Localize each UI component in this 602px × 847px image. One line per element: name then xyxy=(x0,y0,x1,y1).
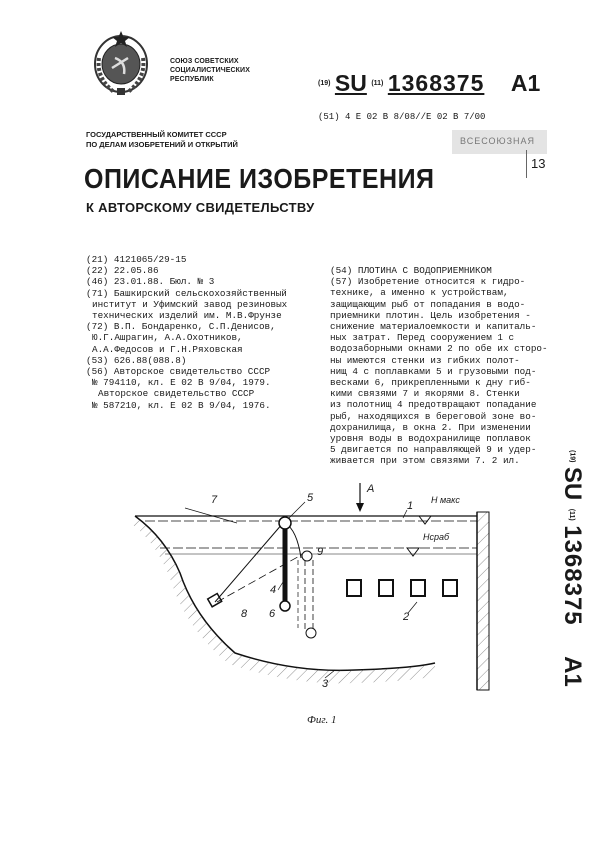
kind-code: A1 xyxy=(510,70,541,96)
abstract-line: живается при этом связями 7. 2 ил. xyxy=(330,455,520,467)
biblio-line: институт и Уфимский завод резиновых xyxy=(92,298,288,310)
abstract-line: кими связями 7 и якорями 8. Стенки xyxy=(330,388,520,400)
abstract-line: снижение материалоемкости и капиталь- xyxy=(330,321,537,333)
biblio-line: № 794110, кл. E 02 B 9/04, 1979. xyxy=(92,377,271,389)
abstract-line: (57) Изобретение относится к гидро- xyxy=(330,276,526,288)
abstract xyxy=(330,265,560,467)
committee-name: ГОСУДАРСТВЕННЫЙ КОМИТЕТ СССР ПО ДЕЛАМ ИЗОБРЕТЕНИЙ И ОТКРЫТИЙ xyxy=(86,130,238,149)
water-max-label: Н макс xyxy=(431,495,460,505)
abstract-line: весками 6, прикрепленными к дну гиб- xyxy=(330,377,531,389)
document-subtitle: К АВТОРСКОМУ СВИДЕТЕЛЬСТВУ xyxy=(86,200,315,215)
fig-label-2: 2 xyxy=(403,611,410,623)
side-prefix-11: (11) xyxy=(568,508,576,521)
fig-label-8: 8 xyxy=(241,608,248,620)
abstract-line: нищ 4 с поплавками 5 и грузовыми под- xyxy=(330,365,537,377)
abstract-line: из полотнищ 4 предотвращают попадание xyxy=(330,399,537,411)
fig-label-6: 6 xyxy=(269,608,276,620)
fig-label-9: 9 xyxy=(317,546,324,558)
fig-label-1: 1 xyxy=(407,500,414,512)
dam-structure xyxy=(477,512,489,690)
biblio-line: (71) Башкирский сельскохозяйственный xyxy=(86,287,287,299)
biblio-line: (72) В.П. Бондаренко, С.П.Денисов, xyxy=(86,321,276,333)
biblio-line: (53) 626.88(088.8) xyxy=(86,354,187,366)
ussr-emblem xyxy=(90,28,152,98)
stamp-text: ВСЕСОЮЗНАЯ xyxy=(460,136,536,146)
prefix-19: (19) xyxy=(318,80,331,87)
biblio-line: Авторское свидетельство СССР xyxy=(98,388,255,400)
abstract-line: защищающим рыб от попадания в водо- xyxy=(330,298,526,310)
abstract-line: уровня воды в водохранилище поплавок xyxy=(330,433,531,445)
ipc-classification: (51) 4 E 02 B 8/08//E 02 B 7/00 xyxy=(318,112,486,122)
intake-windows xyxy=(347,580,457,596)
arrow-label: A xyxy=(367,483,375,495)
abstract-line: водозаборными окнами 2 по обе их сторо- xyxy=(330,343,548,355)
biblio-line: (22) 22.05.86 xyxy=(86,265,159,277)
invention-title: (54) ПЛОТИНА С ВОДОПРИЕМНИКОМ xyxy=(330,265,492,276)
biblio-line: (46) 23.01.88. Бюл. № 3 xyxy=(86,276,215,288)
section-arrow xyxy=(356,483,364,512)
abstract-line: 5 двигается по направляющей 9 и удер- xyxy=(330,444,537,456)
patent-number: 1368375 xyxy=(387,70,485,96)
water-work-label: Нсраб xyxy=(423,532,450,542)
abstract-line: ных затрат. Перед сооружением 1 с xyxy=(330,332,515,344)
biblio-line: № 587210, кл. E 02 B 9/04, 1976. xyxy=(92,399,271,411)
dam-figure xyxy=(125,478,505,738)
abstract-line: дохранилища, в окна 2. При изменении xyxy=(330,421,531,433)
org-name: СОЮЗ СОВЕТСКИХ СОЦИАЛИСТИЧЕСКИХ РЕСПУБЛИК xyxy=(170,58,250,83)
biblio-line: (56) Авторское свидетельство СССР xyxy=(86,366,271,378)
biblio-line: технических изделий им. М.В.Фрунзе xyxy=(92,310,282,322)
prefix-11: (11) xyxy=(371,80,384,87)
side-prefix-19: (19) xyxy=(568,450,576,463)
fig-label-7: 7 xyxy=(211,494,218,506)
document-title: ОПИСАНИЕ ИЗОБРЕТЕНИЯ xyxy=(84,164,435,195)
side-country: SU xyxy=(559,466,586,501)
library-stamp xyxy=(452,130,552,178)
biblio-line: А.А.Федосов и Г.Н.Ряховская xyxy=(92,343,243,355)
fig-label-4: 4 xyxy=(270,584,277,596)
abstract-line: рыб, находящихся в береговой зоне во- xyxy=(330,410,537,422)
country-code: SU xyxy=(334,70,367,96)
abstract-line: технике, а именно к устройствам, xyxy=(330,287,509,299)
figure-caption: Фиг. 1 xyxy=(307,714,337,726)
bibliographic-data xyxy=(86,254,316,411)
side-kind: A1 xyxy=(559,656,586,687)
fig-label-5: 5 xyxy=(307,492,314,504)
fig-label-3: 3 xyxy=(322,678,329,690)
stamp-number: 13 xyxy=(531,156,546,171)
bank-slope xyxy=(129,516,435,683)
abstract-line: ны имеются стенки из гибких полот- xyxy=(330,354,520,366)
biblio-line: Ю.Г.Ашрагин, А.А.Охотников, xyxy=(92,332,243,344)
fish-barrier xyxy=(279,517,316,638)
biblio-line: (21) 4121065/29-15 xyxy=(86,254,187,265)
side-number: 1368375 xyxy=(559,525,586,626)
side-patent-number xyxy=(559,450,602,687)
patent-number-line xyxy=(318,70,540,97)
abstract-line: приемники плотин. Цель изобретения - xyxy=(330,309,531,321)
